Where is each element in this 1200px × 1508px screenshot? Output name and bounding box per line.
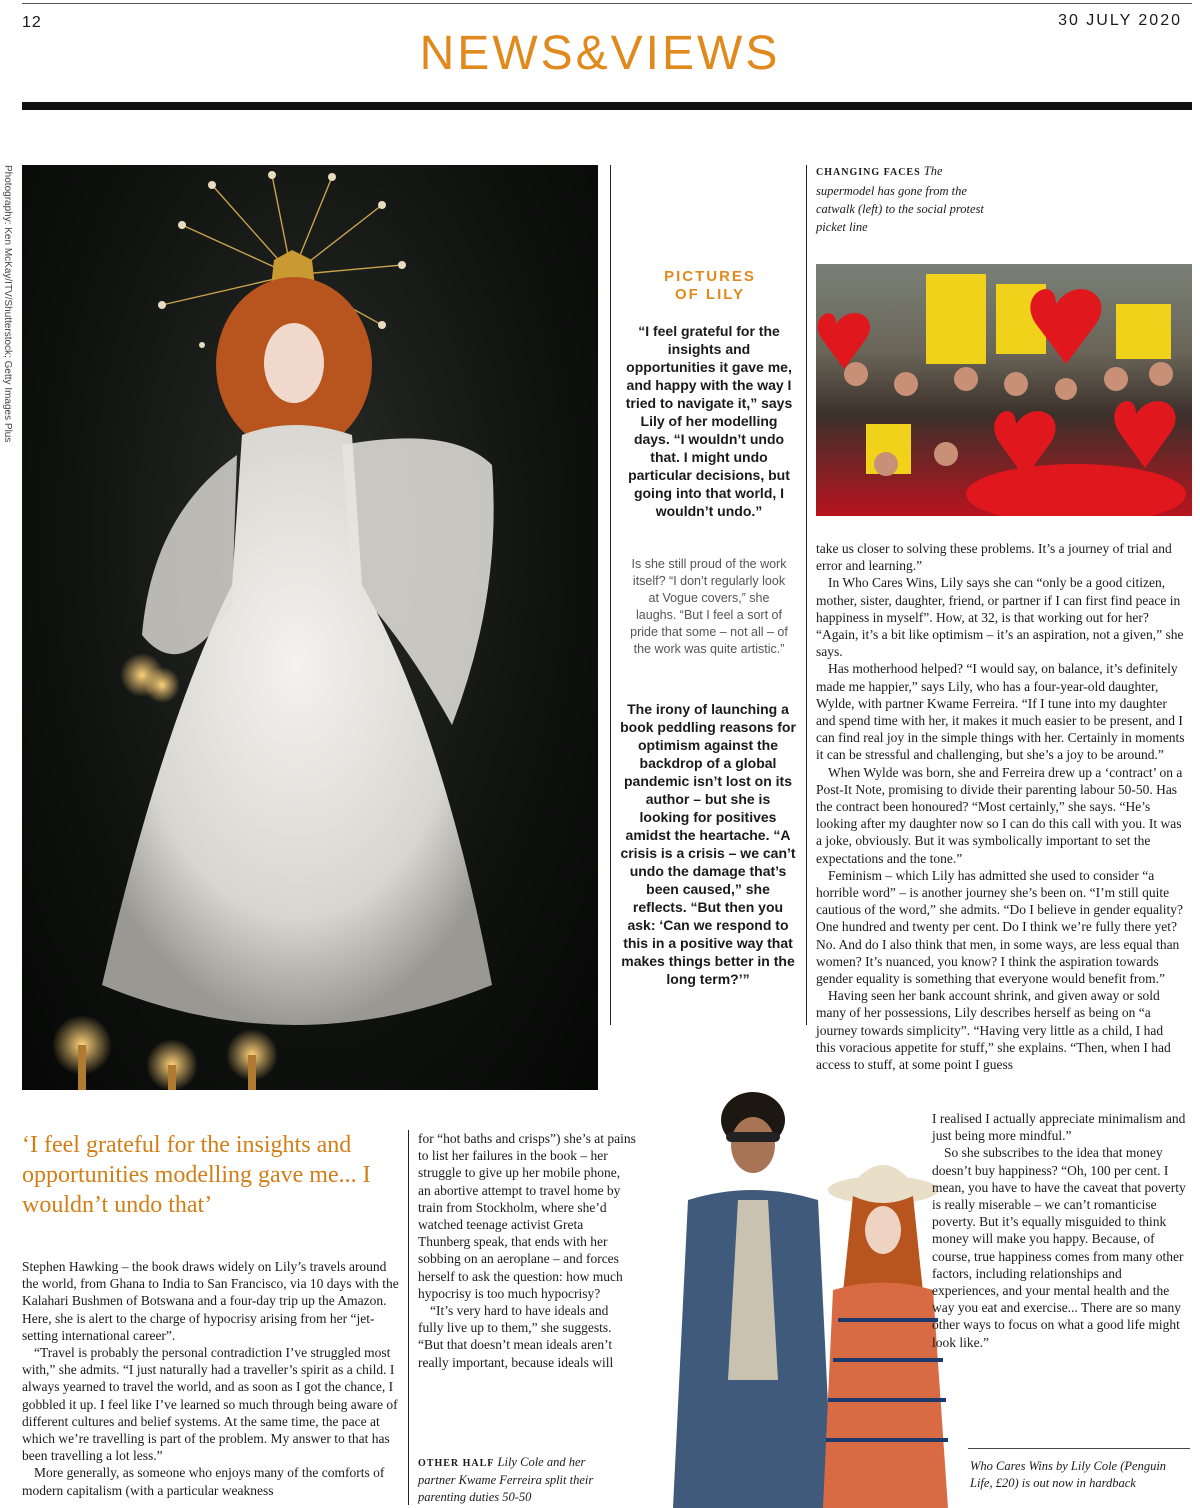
caption-changing-faces (816, 162, 986, 236)
sidebar-body: Is she still proud of the work itself? “I don’t regularly look at Vogue covers,” she laughs. “But I feel a sort of pride that some – not all – of the work was quite artistic.” (630, 557, 788, 656)
paragraph: So she subscribes to the idea that money doesn’t buy happiness? “Oh, 100 per cent. I mean, you have to have the caveat that poverty is really miserable – we can’t romanticise poverty. But it’s equally misguided to think money will make you happy. Because, of course, true happiness comes from many other factors, including relationships and experiences, and your mental health and the way you eat and exercise... There are so many other ways to focus on what a good life might look like.” (932, 1145, 1186, 1350)
big-pull-quote: ‘I feel grateful for the insights and opportunities modelling gave me... I wouldn’t undo that’ (22, 1132, 371, 1218)
protest-photo (816, 264, 1192, 516)
paragraph: Having seen her bank account shrink, and given away or sold many of her possessions, Lily describes herself as being on “a journey towards simplicity”. “Having very little as a child, I had this voracious appetite for stuff,” she explains. “Then, when I had access to stuff, at some point I guess (816, 988, 1171, 1073)
sidebar-heading (640, 268, 780, 304)
issue-date: 30 JULY 2020 (1058, 12, 1182, 29)
caption-text: The supermodel has gone from the catwalk (left) to the social protest picket line (816, 164, 984, 234)
photo-credit (1, 165, 15, 465)
section-title: NEWS&VIEWS (419, 27, 781, 80)
article-column-right (816, 540, 1186, 1073)
column-rule-right (806, 165, 807, 1025)
paragraph: for “hot baths and crisps”) she’s at pains to list her failures in the book – her struggle to give up her mobile phone, an abortive attempt to travel home by train from Stockholm, where she’d watched teenage activist Greta Thunberg speak, that ends with her sobbing on an aeroplane – and forces herself to ask the question: how much hypocrisy is too much hypocrisy? (418, 1131, 636, 1301)
protest-illustration (816, 264, 1192, 516)
caption-text: Lily Cole and her partner Kwame Ferreira split their parenting duties 50-50 (418, 1455, 594, 1504)
book-caption-rule (968, 1448, 1190, 1449)
paragraph: Stephen Hawking – the book draws widely on Lily’s travels around the world, from Ghana to India to San Francisco, via 10 days with the Kalahari Bushmen of Botswana and a four-day trip up the Amazon. Here, she is alert to the charge of hypocrisy arising from her “jet-setting international career”. (22, 1259, 399, 1343)
article-column-left (22, 1258, 402, 1499)
paragraph: I realised I actually appreciate minimalism and just being more mindful.” (932, 1111, 1186, 1144)
caption-label: CHANGING FACES (816, 167, 921, 178)
caption-label: OTHER HALF (418, 1458, 495, 1469)
paragraph: When Wylde was born, she and Ferreira drew up a ‘contract’ on a Post-It Note, promising to divide their parenting labour 50-50. Has the contract been honoured? “Most certainly,” she says. “He’s looking after my daughter now so I can do this call with you. It was a joke, obviously. But it was symbolically important to set the expectations and the tone.” (816, 764, 1183, 866)
catwalk-illustration (22, 165, 598, 1090)
sidebar-heading-line1: PICTURES (664, 268, 756, 285)
page-number: 12 (22, 14, 42, 31)
sidebar-quote-2: The irony of launching a book peddling reasons for optimism against the backdrop of a global pandemic isn’t lost on its author – but she is looking for positives amidst the heartache. “A crisis is a crisis – we can’t undo the damage that’s been caused,” she reflects. “But then you ask: ‘Can we respond to this in a positive way that makes things better in the long term?’” (620, 701, 796, 987)
column-rule-bottom (408, 1130, 409, 1505)
catwalk-photo (22, 165, 598, 1090)
paragraph: Has motherhood helped? “I would say, on balance, it’s definitely made me happier,” says Lily, who has a four-year-old daughter, Wylde, with partner Kwame Ferreira. “If I tune into my daughter and spend time with her, it makes it much easier to be present, and I can find real joy in the simple things with her. Certainly in moments it can be stressful and challenging, but she’s a joy to be around.” (816, 661, 1185, 763)
header-top-rule (22, 3, 1192, 4)
paragraph: Feminism – which Lily has admitted she used to consider “a horrible word” – is another journey she’s been on. “I’m still quite cautious of the word,” she admits. “Do I believe in gender equality? One hundred and twenty per cent. Do I think we’re fully there yet? No. And do I also think that men, in some ways, are less equal than women? It’s nuanced, you know? I think the aspiration towards gender equality is something that everyone would benefit from.” (816, 867, 1184, 987)
column-rule-left (610, 165, 611, 1025)
face (264, 323, 324, 403)
caption-other-half (418, 1454, 618, 1506)
sidebar-quote-1: “I feel grateful for the insights and opportunities it gave me, and happy with the way I tried to navigate it,” says Lily of her modelling days. “I wouldn’t undo that. I might undo particular decisions, but going into that world, I wouldn’t undo.” (625, 323, 793, 519)
article-column-middle (418, 1130, 636, 1371)
paragraph: “Travel is probably the personal contradiction I’ve struggled most with,” she admits. “I just naturally had a traveller’s spirit as a child. I always yearned to travel the world, and as soon as I got the chance, I gobbled it up. I feel like I’ve learned so much through being aware of different cultures and belief systems. At the same time, the pace at which we’re travelling is part of the problem. My answer to that has been travelling a lot less.” (22, 1345, 398, 1464)
sidebar-heading-line2: OF LILY (674, 286, 746, 303)
paragraph: In Who Cares Wins, Lily says she can “only be a good citizen, mother, sister, daughter, friend, or partner if I can first find peace in happiness in myself”. How, at 32, is that working out for her? “Again, it’s a bit like optimism – it’s an aspiration, not a given,” she says. (816, 575, 1184, 660)
caption-book: Who Cares Wins by Lily Cole (Penguin Life, £20) is out now in hardback (970, 1459, 1167, 1490)
paragraph: “It’s very hard to have ideals and fully live up to them,” she suggests. “But that doesn’t mean ideals aren’t really important, because ideals will (418, 1303, 614, 1370)
paragraph: More generally, as someone who enjoys many of the comforts of modern capitalism (with a particular weakness (22, 1465, 385, 1498)
article-column-right-continued (890, 1110, 1190, 1351)
photo-credit-text: Photography: Ken McKay/ITV/Shutterstock; Getty Images Plus (2, 165, 13, 443)
header-rule (22, 102, 1192, 110)
paragraph: take us closer to solving these problems. It’s a journey of trial and error and learning.” (816, 541, 1172, 574)
